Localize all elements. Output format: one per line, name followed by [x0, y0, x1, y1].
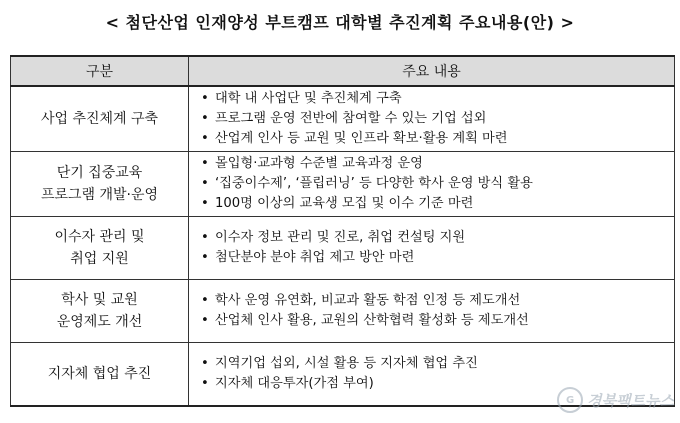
- header-row: [11, 56, 675, 86]
- content-list: [201, 228, 674, 268]
- bullet-icon: •: [201, 293, 209, 308]
- list-item: [201, 194, 674, 214]
- item-text: ‘집중이수제’, ‘플립러닝’ 등 다양한 학사 운영 방식 활용: [215, 176, 533, 191]
- table-row: [11, 152, 675, 217]
- category-line: 이수자 관리 및: [54, 229, 145, 245]
- bullet-icon: •: [201, 230, 209, 245]
- list-item: [201, 311, 674, 331]
- item-text: 몰입형·교과형 수준별 교육과정 운영: [215, 156, 423, 171]
- page-title: < 첨단산업 인재양성 부트캠프 대학별 추진계획 주요내용(안) >: [105, 13, 575, 32]
- list-item: [201, 154, 674, 174]
- row-content: [189, 280, 675, 343]
- category-line: 단기 집중교육: [56, 165, 143, 181]
- content-list: [201, 291, 674, 331]
- list-item: [201, 291, 674, 311]
- category-line: 프로그램 개발·운영: [40, 187, 159, 203]
- item-text: 지자체 대응투자(가점 부여): [215, 375, 374, 391]
- header-category: 구분: [11, 56, 189, 86]
- item-text: 프로그램 운영 전반에 참여할 수 있는 기업 섭외: [215, 111, 487, 126]
- row-content: [189, 86, 675, 152]
- watermark: [557, 387, 674, 413]
- bullet-icon: •: [201, 111, 209, 126]
- row-category: [11, 217, 189, 280]
- list-item: [201, 354, 674, 374]
- row-category: [11, 152, 189, 217]
- list-item: [201, 89, 674, 109]
- item-text: 산업계 인사 등 교원 및 인프라 확보·활용 계획 마련: [215, 131, 508, 146]
- bullet-icon: •: [201, 156, 209, 171]
- bullet-icon: •: [201, 176, 209, 191]
- plan-table: [10, 55, 675, 407]
- gb-logo-icon: G: [557, 387, 583, 413]
- table-row: [11, 217, 675, 280]
- item-text: 학사 운영 유연화, 비교과 활동 학점 인정 등 제도개선: [215, 293, 521, 308]
- bullet-icon: •: [201, 355, 209, 371]
- item-text: 대학 내 사업단 및 추진체계 구축: [215, 91, 402, 106]
- row-category: [11, 343, 189, 406]
- bullet-icon: •: [201, 250, 209, 265]
- content-list: [201, 89, 674, 149]
- list-item: [201, 109, 674, 129]
- bullet-icon: •: [201, 91, 209, 106]
- bullet-icon: •: [201, 196, 209, 211]
- row-category: [11, 280, 189, 343]
- item-text: 이수자 정보 관리 및 진로, 취업 컨설팅 지원: [215, 230, 466, 245]
- item-text: 첨단분야 분야 취업 제고 방안 마련: [215, 250, 415, 265]
- category-line: 학사 및 교원: [61, 292, 138, 308]
- content-list: [201, 154, 674, 214]
- header-content: 주요 내용: [189, 56, 675, 86]
- item-text: 100명 이상의 교육생 모집 및 이수 기준 마련: [215, 196, 474, 211]
- row-content: [189, 217, 675, 280]
- category-line: 지자체 협업 추진: [47, 365, 152, 382]
- row-content: [189, 152, 675, 217]
- list-item: [201, 248, 674, 268]
- watermark-text: 경북팩트뉴스: [587, 391, 674, 410]
- list-item: [201, 228, 674, 248]
- item-text: 산업체 인사 활용, 교원의 산학협력 활성화 등 제도개선: [215, 313, 529, 328]
- category-line: 운영제도 개선: [56, 314, 143, 330]
- bullet-icon: •: [201, 131, 209, 146]
- category-line: 취업 지원: [70, 251, 129, 267]
- row-category: [11, 86, 189, 152]
- list-item: [201, 174, 674, 194]
- item-text: 지역기업 섭외, 시설 활용 등 지자체 협업 추진: [215, 355, 478, 371]
- table-row: [11, 280, 675, 343]
- bullet-icon: •: [201, 313, 209, 328]
- bullet-icon: •: [201, 375, 209, 391]
- table-row: [11, 86, 675, 152]
- category-line: 사업 추진체계 구축: [40, 111, 159, 127]
- list-item: [201, 129, 674, 149]
